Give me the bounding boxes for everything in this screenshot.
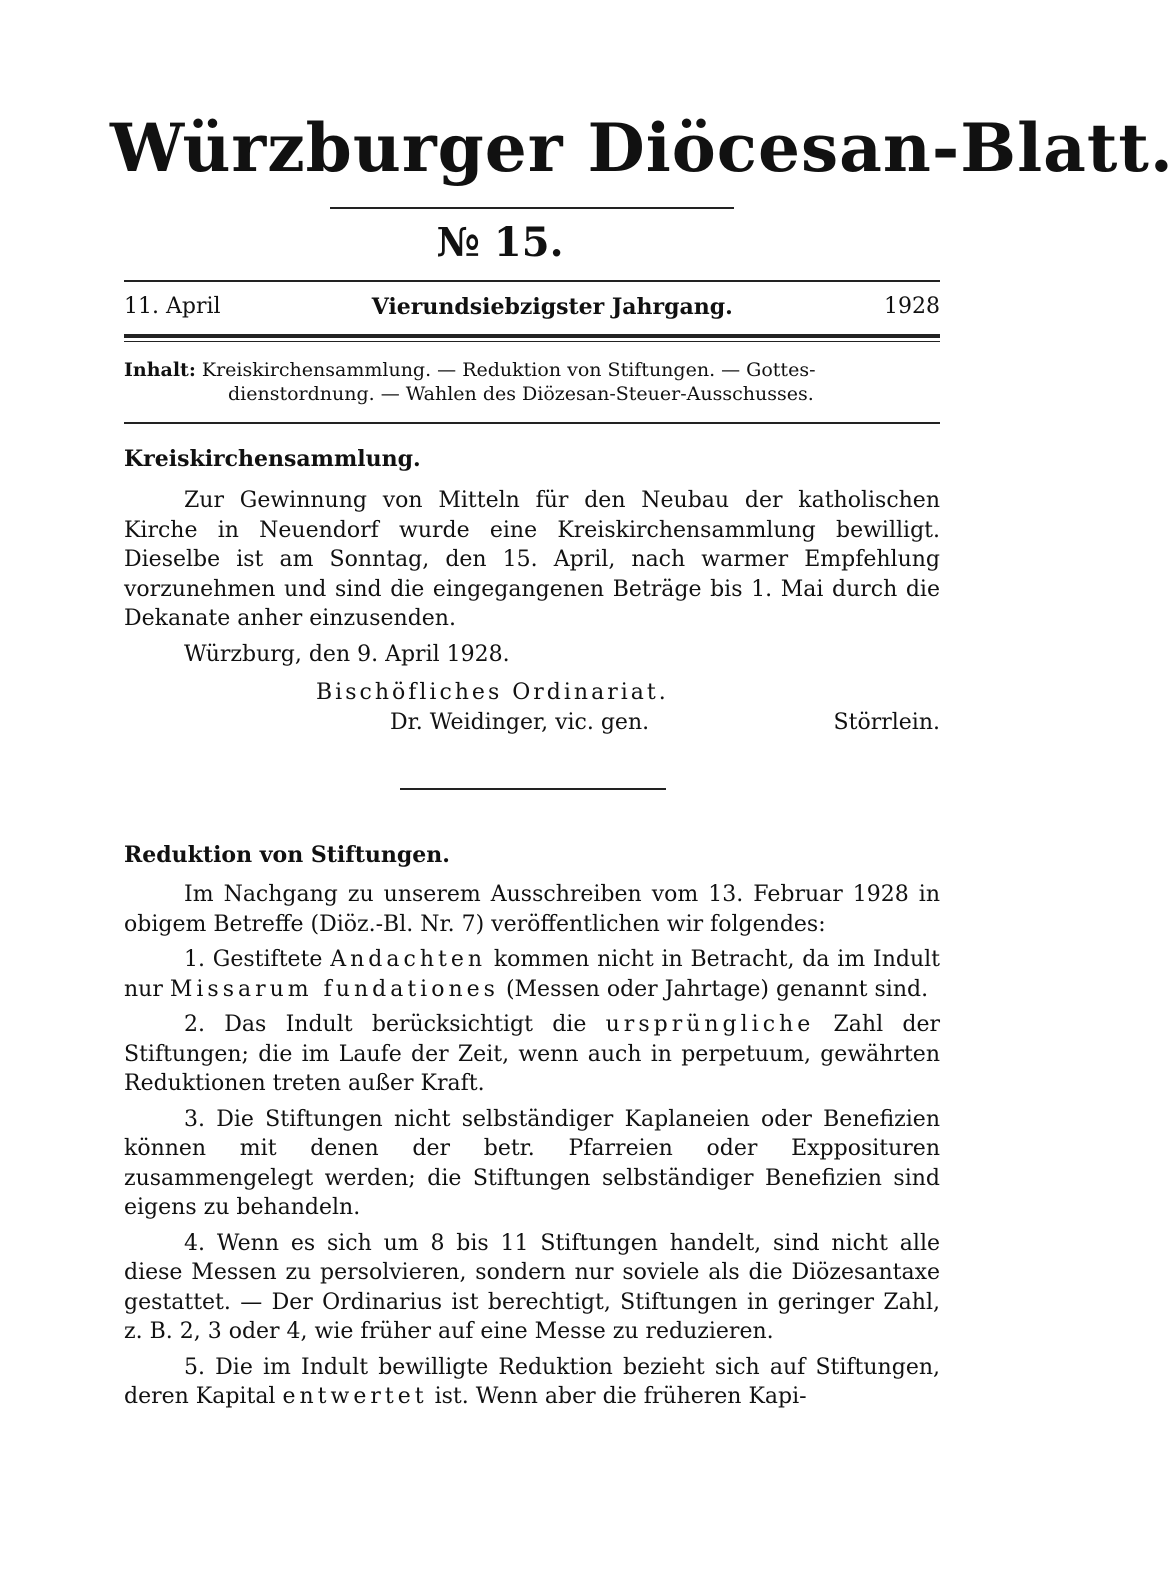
item-text: 1. Gestiftete (184, 947, 331, 972)
item-text: 4. Wenn es sich um 8 bis 11 Stiftungen handelt, sind nicht alle diese Messen zu persolvieren, sondern nur soviele als die Diözesantaxe gestattet. — Der Ordinarius ist berechtigt, Stiftungen in geringer Zahl, z. B. 2, 3 oder 4, wie früher auf eine Messe zu reduzieren. (124, 1230, 940, 1344)
issue-rule (124, 280, 940, 282)
contents-rule (124, 422, 940, 424)
contents-line-1: Kreiskirchensammlung. — Reduktion von Stiftungen. — Gottes- (201, 359, 816, 381)
list-item (124, 1353, 940, 1412)
contents-label: Inhalt: (124, 359, 196, 381)
section-intro: Im Nachgang zu unserem Ausschreiben vom 13. Februar 1928 in obigem Betreffe (Diöz.-Bl. Nr. 7) veröffentlichen wir folgendes: (124, 882, 940, 937)
item-emphasis: Missarum fundationes (169, 976, 499, 1002)
signer-left: Dr. Weidinger, vic. gen. (390, 709, 650, 735)
section-collection (124, 444, 940, 738)
section-divider (400, 788, 666, 790)
item-text: (Messen oder Jahrtage) genannt sind. (498, 976, 929, 1002)
item-text: 5. Die im Indult bewilligte Reduktion bezieht sich auf Stiftungen, deren Kapital (124, 1354, 940, 1409)
issue-date: 11. April (124, 294, 221, 319)
section-heading: Reduktion von Stiftungen. (124, 842, 450, 868)
table-of-contents (124, 358, 940, 406)
list-item (124, 1105, 940, 1223)
item-text: 3. Die Stiftungen nicht selbständiger Kaplaneien oder Benefizien können mit denen der betr. Pfarreien oder Expposituren zusammengelegt werden; die Stiftungen selbständiger Benefizien sind eigens zu behandeln. (124, 1106, 940, 1220)
item-text: Zahl der Stiftungen; die im Laufe der Zeit, wenn auch in perpetuum, gewährten Reduktionen treten außer Kraft. (124, 1012, 941, 1096)
masthead-rule (330, 207, 734, 209)
item-emphasis: Andachten (330, 947, 487, 972)
item-text: 2. Das Indult berücksichtigt die (184, 1012, 606, 1037)
dateline (124, 292, 940, 322)
item-emphasis: ursprüngliche (605, 1012, 815, 1037)
item-text: kommen nicht in Betracht, da im Indult nur (124, 947, 941, 1002)
list-item (124, 945, 940, 1004)
dateline-rule-thick (124, 334, 940, 338)
section-body: Zur Gewinnung von Mitteln für den Neubau der katholischen Kirche in Neuendorf wurde eine Kreiskirchensammlung bewilligt. Dieselbe ist am Sonntag, den 15. April, nach warmer Empfehlung vorzunehmen und sind die eingegangenen Beträge bis 1. Mai durch die Dekanate anher einzusenden. (124, 488, 940, 631)
item-text: ist. Wenn aber die früheren Kapi- (427, 1384, 807, 1409)
volume-label: Vierundsiebzigster Jahrgang. (371, 294, 733, 320)
list-item (124, 1010, 940, 1099)
signatories (124, 708, 940, 738)
section-heading: Kreiskirchensammlung. (124, 446, 421, 472)
issuing-office: Bischöfliches Ordinariat. (316, 679, 669, 705)
dateline-rule-thin (124, 341, 940, 342)
place-date: Würzburg, den 9. April 1928. (184, 641, 510, 667)
masthead-title: Würzburger Diöcesan-Blatt. (110, 109, 1174, 187)
issue-number: № 15. (436, 219, 564, 266)
section-reduction (124, 840, 940, 1412)
signer-right: Störrlein. (833, 709, 940, 735)
list-item (124, 1229, 940, 1347)
issue-year: 1928 (884, 294, 940, 319)
item-emphasis: entwertet (282, 1384, 428, 1409)
contents-line-2: dienstordnung. — Wahlen des Diözesan-Steuer-Ausschusses. (228, 383, 814, 405)
